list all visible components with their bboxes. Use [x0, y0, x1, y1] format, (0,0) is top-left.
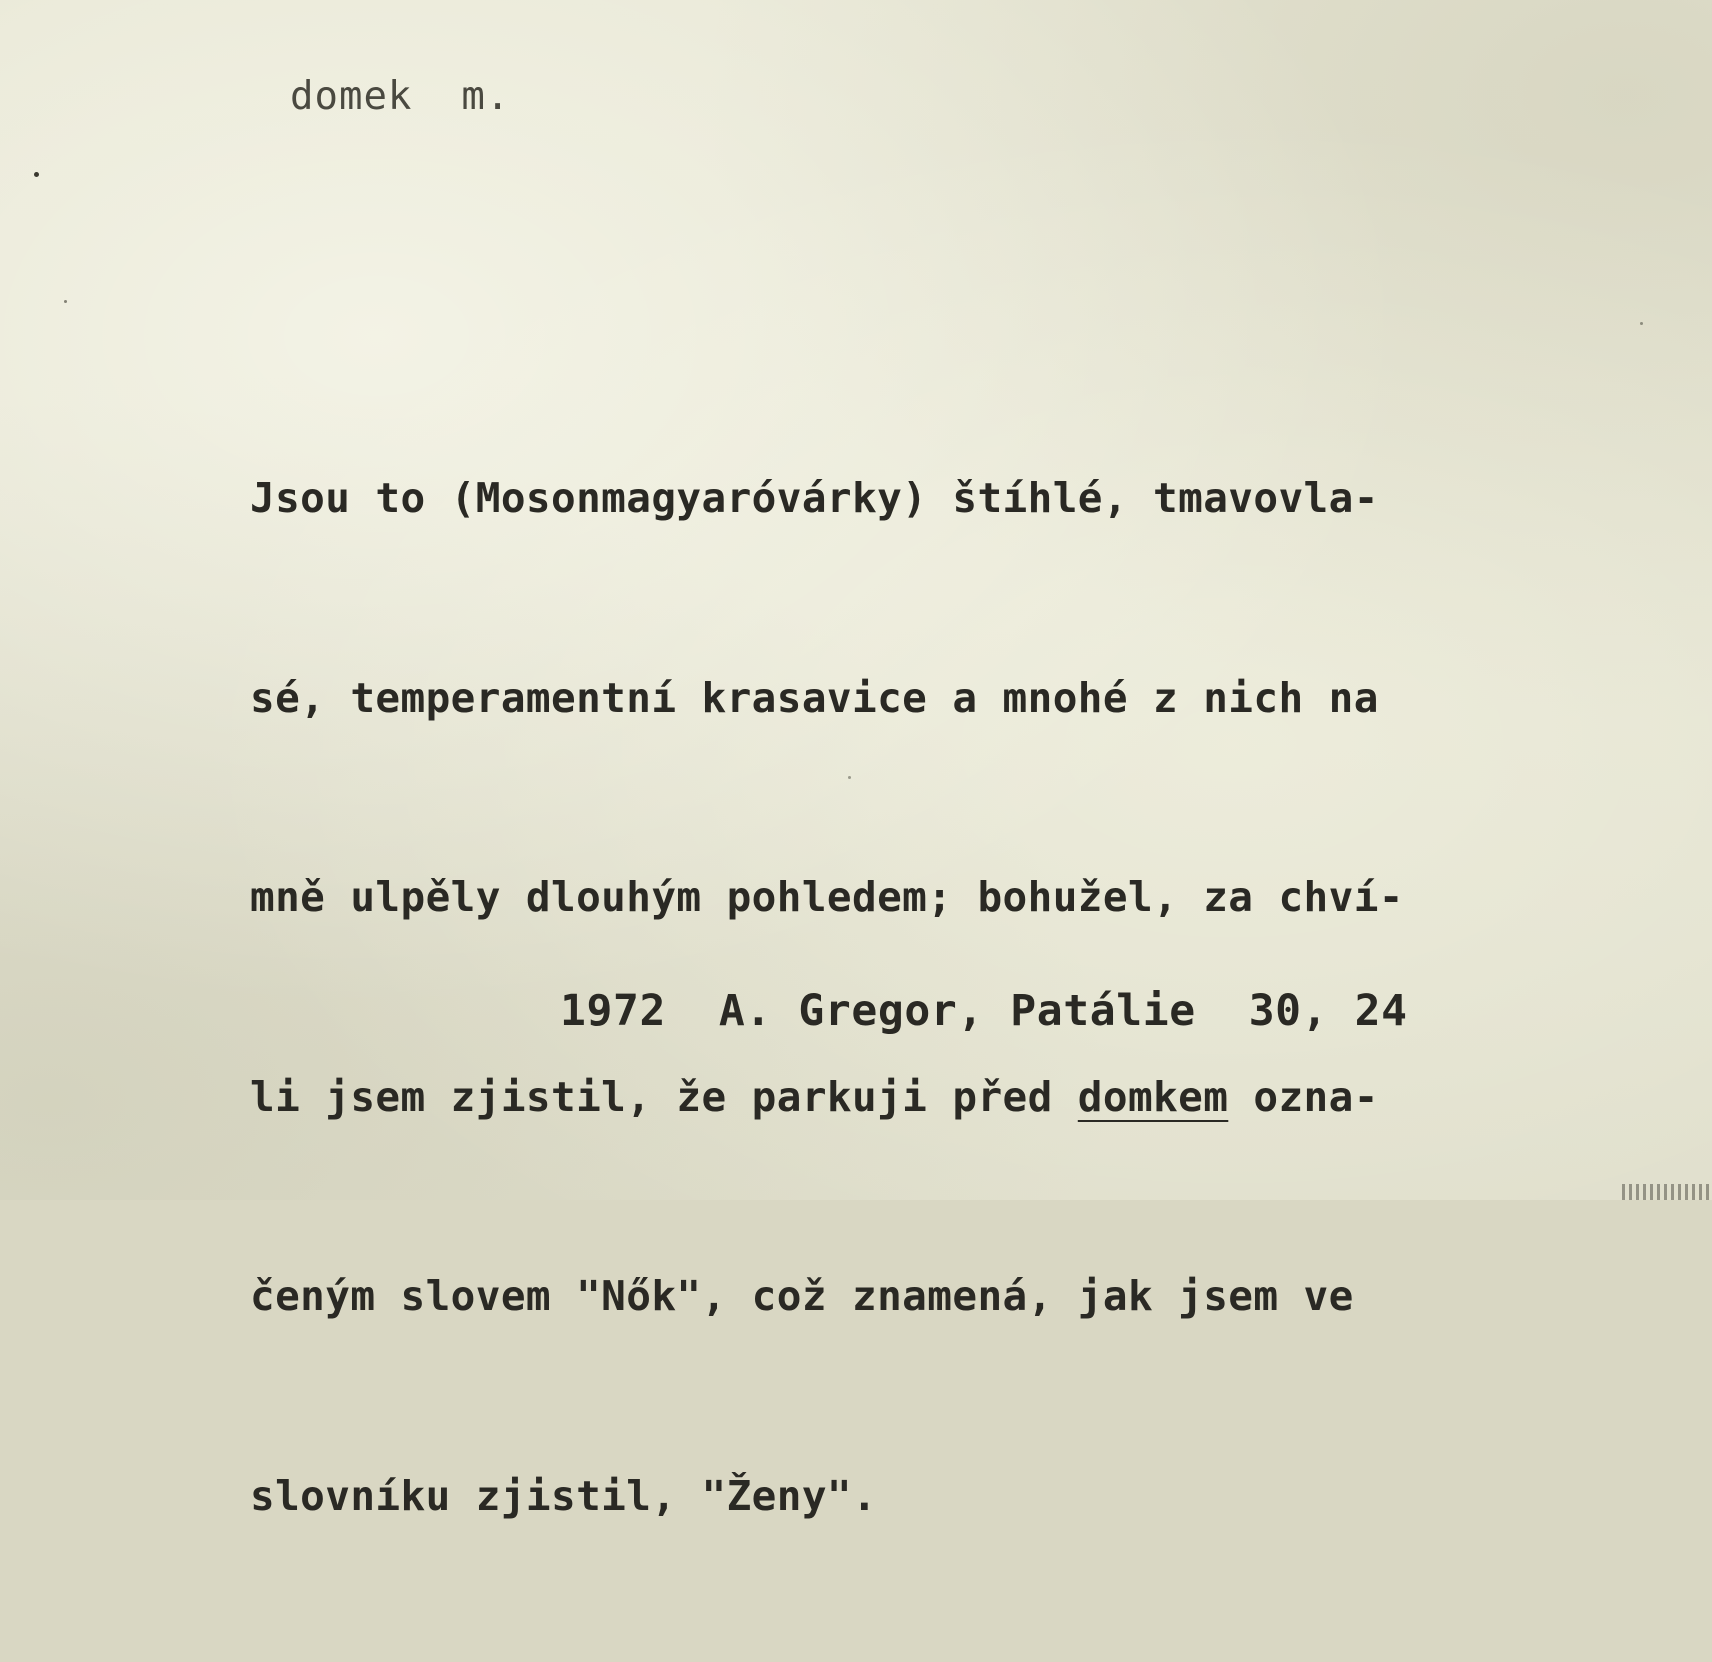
excerpt-line-6: slovníku zjistil, "Ženy". — [250, 1471, 878, 1520]
excerpt-line-4 — [250, 1064, 1670, 1131]
excerpt-line-3: mně ulpěly dlouhým pohledem; bohužel, za chví- — [250, 873, 1404, 921]
underlined-keyword: domkem — [1077, 1072, 1229, 1121]
ink-speck — [34, 172, 39, 177]
ink-speck — [1640, 322, 1643, 325]
excerpt-line-2: sé, temperamentní krasavice a mnohé z nich na — [250, 673, 1379, 722]
paper-edge-mark — [1622, 1184, 1712, 1200]
excerpt-line-5: čeným slovem "Nők", což znamená, jak jsem ve — [250, 1272, 1354, 1320]
excerpt-line-4-before: li jsem zjistil, že parkuji před — [250, 1072, 1078, 1121]
excerpt-line-1: Jsou to (Mosonmagyaróvárky) štíhlé, tmavovla- — [250, 474, 1379, 522]
ink-speck — [848, 776, 851, 779]
headword: domek m. — [290, 74, 511, 119]
ink-speck — [64, 300, 67, 303]
citation: 1972 A. Gregor, Patálie 30, 24 — [560, 986, 1408, 1036]
excerpt-line-4-after: ozna- — [1228, 1072, 1379, 1121]
